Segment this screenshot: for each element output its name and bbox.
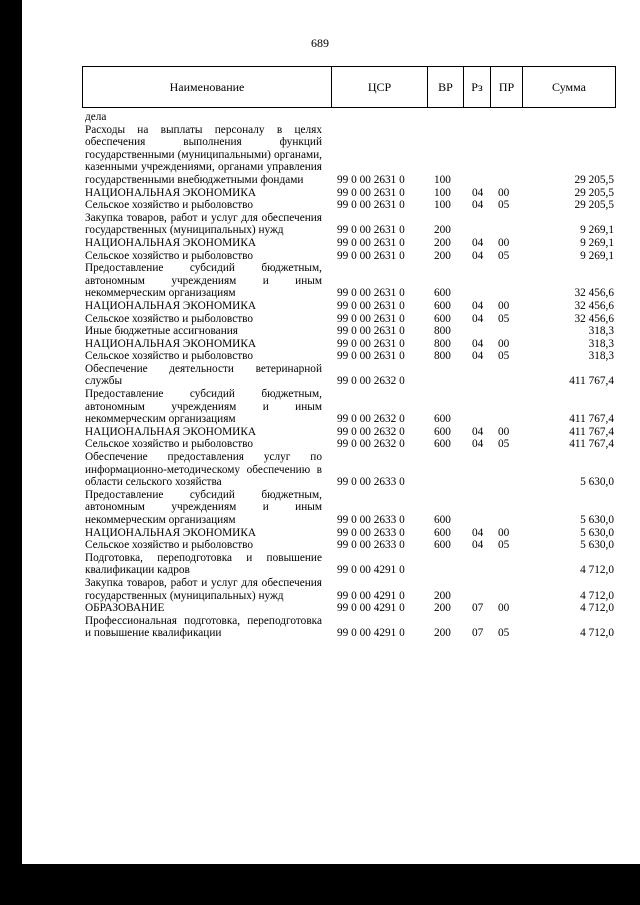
row-sum: 411 767,4 <box>569 425 614 438</box>
row-rz: 04 <box>472 526 484 539</box>
row-csr: 99 0 00 4291 0 <box>337 589 405 602</box>
row-rz: 04 <box>472 539 484 552</box>
row-pr: 05 <box>498 627 510 640</box>
row-vr: 600 <box>434 299 451 312</box>
row-csr: 99 0 00 2631 0 <box>337 350 405 363</box>
table-row <box>85 388 616 426</box>
row-pr: 00 <box>498 299 510 312</box>
header-name: Наименование <box>169 80 245 94</box>
row-name: НАЦИОНАЛЬНАЯ ЭКОНОМИКА <box>85 526 257 539</box>
row-csr: 99 0 00 2631 0 <box>337 236 405 249</box>
row-name: НАЦИОНАЛЬНАЯ ЭКОНОМИКА <box>85 425 257 438</box>
row-sum: 9 269,1 <box>580 249 614 262</box>
table-row <box>85 602 616 615</box>
row-vr: 200 <box>434 602 451 615</box>
row-name: Сельское хозяйство и рыболовство <box>85 539 254 552</box>
row-sum: 411 767,4 <box>569 375 614 388</box>
row-name: Обеспечение предоставления услуг по информационно-методическому обеспечению в области сельского хозяйства <box>85 451 322 489</box>
row-vr: 200 <box>434 589 451 602</box>
table-row <box>85 237 616 250</box>
row-csr: 99 0 00 2631 0 <box>337 173 405 186</box>
table-row <box>85 539 616 552</box>
row-rz: 04 <box>472 199 484 212</box>
row-pr: 00 <box>498 425 510 438</box>
row-csr: 99 0 00 2631 0 <box>337 249 405 262</box>
row-sum: 4 712,0 <box>580 589 614 602</box>
row-vr: 100 <box>434 173 451 186</box>
header-pr: ПР <box>490 67 522 107</box>
row-rz: 04 <box>472 236 484 249</box>
row-rz: 04 <box>472 438 484 451</box>
row-name: Обеспечение деятельности ветеринарной службы <box>85 362 322 388</box>
table-row <box>85 124 616 187</box>
row-csr: 99 0 00 2633 0 <box>337 514 405 526</box>
row-name: Предоставление субсидий бюджетным, автономным учреждениям и иным некоммерческим организациям <box>85 388 322 426</box>
row-rz: 07 <box>472 602 484 615</box>
row-sum: 29 205,5 <box>574 199 614 212</box>
table-row <box>85 438 616 451</box>
table-row <box>85 577 616 602</box>
header-csr: ЦСР <box>331 67 427 107</box>
row-name: Закупка товаров, работ и услуг для обеспечения государственных (муниципальных) нужд <box>85 211 322 237</box>
table-row <box>85 199 616 212</box>
row-name: Подготовка, переподготовка и повышение квалификации кадров <box>85 551 322 577</box>
table-row <box>85 250 616 263</box>
row-name: Расходы на выплаты персоналу в целях обеспечения выполнения функций государственными (муниципальными) органами, казенными учреждениями, органами управления государственными внебюджетными фондами <box>85 123 322 186</box>
row-sum: 318,3 <box>588 350 614 363</box>
row-sum: 411 767,4 <box>569 413 614 426</box>
row-name: НАЦИОНАЛЬНАЯ ЭКОНОМИКА <box>85 186 257 199</box>
row-sum: 5 630,0 <box>580 514 614 526</box>
table-row <box>85 313 616 326</box>
row-pr: 00 <box>498 236 510 249</box>
row-sum: 4 712,0 <box>580 602 614 615</box>
row-sum: 32 456,6 <box>574 287 614 300</box>
row-csr: 99 0 00 2632 0 <box>337 413 405 426</box>
table-row <box>85 615 616 640</box>
table-header <box>82 66 616 108</box>
row-rz: 04 <box>472 350 484 363</box>
row-sum: 5 630,0 <box>580 476 614 489</box>
row-pr: 00 <box>498 337 510 350</box>
row-csr: 99 0 00 2633 0 <box>337 476 405 489</box>
row-csr: 99 0 00 2631 0 <box>337 186 405 199</box>
row-vr: 600 <box>434 526 451 539</box>
row-csr: 99 0 00 2631 0 <box>337 312 405 325</box>
row-csr: 99 0 00 2631 0 <box>337 325 405 338</box>
row-sum: 29 205,5 <box>574 173 614 186</box>
row-sum: 32 456,6 <box>574 299 614 312</box>
row-name: дела <box>85 111 107 123</box>
row-pr: 05 <box>498 312 510 325</box>
row-sum: 29 205,5 <box>574 186 614 199</box>
row-pr: 05 <box>498 539 510 552</box>
scan-left-border <box>0 0 22 905</box>
table-row <box>85 527 616 540</box>
header-rz: Рз <box>463 67 490 107</box>
table-row <box>85 262 616 300</box>
row-sum: 4 712,0 <box>580 627 614 640</box>
row-csr: 99 0 00 2632 0 <box>337 425 405 438</box>
row-sum: 411 767,4 <box>569 438 614 451</box>
row-pr: 05 <box>498 199 510 212</box>
row-csr: 99 0 00 2631 0 <box>337 199 405 212</box>
header-vr: ВР <box>427 67 463 107</box>
row-name: Сельское хозяйство и рыболовство <box>85 312 254 325</box>
row-vr: 600 <box>434 312 451 325</box>
row-vr: 200 <box>434 249 451 262</box>
row-name: ОБРАЗОВАНИЕ <box>85 602 165 615</box>
row-name: НАЦИОНАЛЬНАЯ ЭКОНОМИКА <box>85 236 257 249</box>
row-name: Сельское хозяйство и рыболовство <box>85 249 254 262</box>
row-sum: 32 456,6 <box>574 312 614 325</box>
row-sum: 318,3 <box>588 337 614 350</box>
row-sum: 9 269,1 <box>580 224 614 237</box>
row-pr: 05 <box>498 438 510 451</box>
table-row <box>85 363 616 388</box>
row-vr: 600 <box>434 287 451 300</box>
table-row <box>85 552 616 577</box>
row-rz: 04 <box>472 337 484 350</box>
row-vr: 800 <box>434 350 451 363</box>
row-vr: 100 <box>434 199 451 212</box>
row-vr: 600 <box>434 514 451 526</box>
row-csr: 99 0 00 2632 0 <box>337 438 405 451</box>
row-csr: 99 0 00 2632 0 <box>337 375 405 388</box>
row-vr: 600 <box>434 539 451 552</box>
table-row <box>85 338 616 351</box>
row-name: Предоставление субсидий бюджетным, автономным учреждениям и иным некоммерческим организациям <box>85 262 322 300</box>
row-csr: 99 0 00 4291 0 <box>337 627 405 640</box>
table-row <box>85 111 616 124</box>
row-pr: 00 <box>498 186 510 199</box>
row-name: Предоставление субсидий бюджетным, автономным учреждениям и иным некоммерческим организациям <box>85 488 322 526</box>
row-name: Сельское хозяйство и рыболовство <box>85 199 254 212</box>
row-vr: 200 <box>434 236 451 249</box>
row-name: Сельское хозяйство и рыболовство <box>85 350 254 363</box>
row-rz: 04 <box>472 249 484 262</box>
table-row <box>85 212 616 237</box>
row-sum: 9 269,1 <box>580 236 614 249</box>
row-rz: 04 <box>472 312 484 325</box>
row-name: Иные бюджетные ассигнования <box>85 325 238 338</box>
table-row <box>85 426 616 439</box>
row-rz: 04 <box>472 186 484 199</box>
scan-bottom-border <box>22 864 640 905</box>
page-number: 689 <box>311 36 329 50</box>
table-row <box>85 489 616 527</box>
row-csr: 99 0 00 2631 0 <box>337 224 405 237</box>
row-vr: 200 <box>434 224 451 237</box>
row-csr: 99 0 00 2633 0 <box>337 539 405 552</box>
row-csr: 99 0 00 4291 0 <box>337 564 405 577</box>
row-sum: 4 712,0 <box>580 564 614 577</box>
row-vr: 800 <box>434 337 451 350</box>
row-vr: 600 <box>434 413 451 426</box>
row-vr: 600 <box>434 425 451 438</box>
row-csr: 99 0 00 2631 0 <box>337 299 405 312</box>
table-row <box>85 325 616 338</box>
table-row <box>85 350 616 363</box>
row-name: Сельское хозяйство и рыболовство <box>85 438 254 451</box>
row-sum: 5 630,0 <box>580 539 614 552</box>
row-sum: 318,3 <box>588 325 614 338</box>
row-sum: 5 630,0 <box>580 526 614 539</box>
row-vr: 600 <box>434 438 451 451</box>
row-name: НАЦИОНАЛЬНАЯ ЭКОНОМИКА <box>85 337 257 350</box>
row-rz: 04 <box>472 425 484 438</box>
row-pr: 00 <box>498 526 510 539</box>
row-name: Профессиональная подготовка, переподготовка и повышение квалификации <box>85 614 322 640</box>
row-pr: 05 <box>498 350 510 363</box>
row-name: НАЦИОНАЛЬНАЯ ЭКОНОМИКА <box>85 299 257 312</box>
row-csr: 99 0 00 2631 0 <box>337 287 405 300</box>
header-sum: Сумма <box>522 67 615 107</box>
row-pr: 00 <box>498 602 510 615</box>
row-vr: 100 <box>434 186 451 199</box>
table-row <box>85 451 616 489</box>
row-rz: 04 <box>472 299 484 312</box>
table-body <box>85 111 616 640</box>
row-pr: 05 <box>498 249 510 262</box>
row-csr: 99 0 00 2633 0 <box>337 526 405 539</box>
row-vr: 200 <box>434 627 451 640</box>
table-row <box>85 187 616 200</box>
row-csr: 99 0 00 2631 0 <box>337 337 405 350</box>
row-name: Закупка товаров, работ и услуг для обеспечения государственных (муниципальных) нужд <box>85 576 322 602</box>
table-row <box>85 300 616 313</box>
row-rz: 07 <box>472 627 484 640</box>
row-vr: 800 <box>434 325 451 338</box>
row-csr: 99 0 00 4291 0 <box>337 602 405 615</box>
